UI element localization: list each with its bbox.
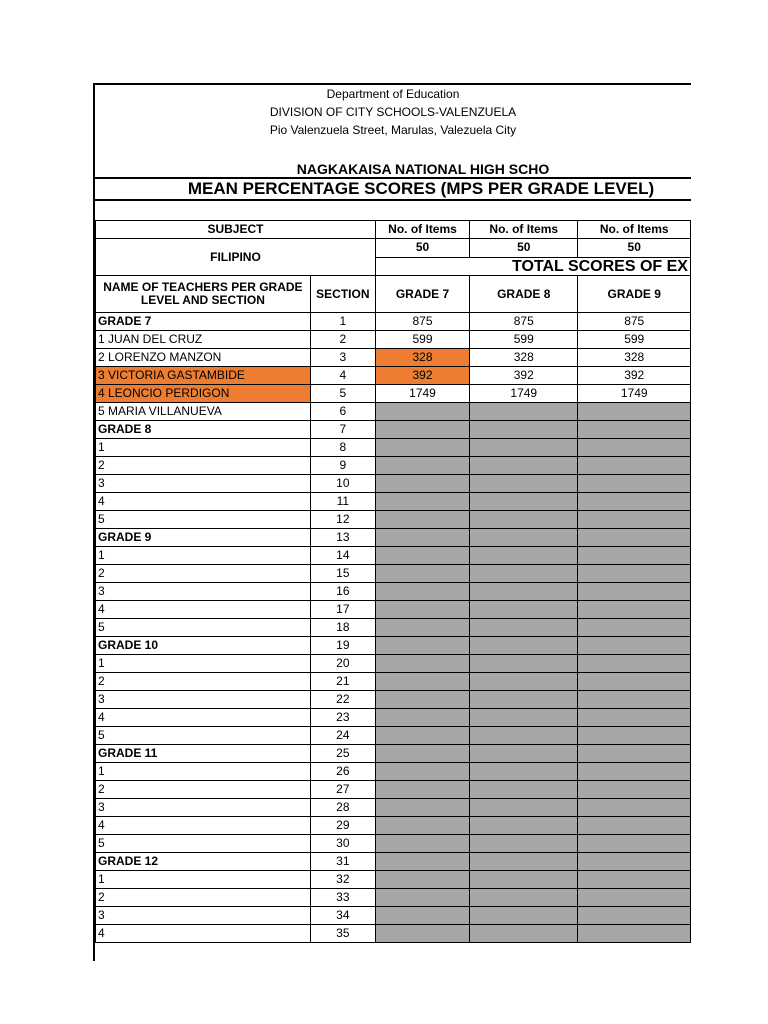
grade9-score-cell[interactable] — [578, 529, 691, 547]
grade7-score-cell[interactable] — [375, 853, 469, 871]
grade9-score-cell[interactable] — [578, 871, 691, 889]
grade9-score-cell[interactable] — [578, 709, 691, 727]
grade8-score-cell[interactable]: 392 — [470, 367, 578, 385]
grade7-score-cell[interactable] — [375, 403, 469, 421]
table-row[interactable] — [96, 817, 691, 835]
address-line: Pio Valenzuela Street, Marulas, Valezuela City — [269, 123, 517, 137]
grade8-score-cell[interactable] — [470, 403, 578, 421]
grade8-score-cell[interactable] — [470, 925, 578, 943]
spreadsheet-sheet — [93, 83, 691, 961]
grade8-score-cell[interactable] — [470, 601, 578, 619]
grade9-score-cell[interactable] — [578, 637, 691, 655]
teacher-name-cell[interactable]: GRADE 10 — [96, 637, 311, 655]
grade7-score-cell[interactable] — [375, 511, 469, 529]
section-cell[interactable]: 9 — [310, 457, 375, 475]
teacher-name-cell[interactable]: 5 MARIA VILLANUEVA — [96, 403, 311, 421]
table-row[interactable] — [96, 655, 691, 673]
grade7-score-cell[interactable] — [375, 817, 469, 835]
teacher-name-cell[interactable]: 2 — [96, 673, 311, 691]
grade9-score-cell[interactable]: 1749 — [578, 385, 691, 403]
grade8-score-cell[interactable] — [470, 583, 578, 601]
grade9-score-cell[interactable]: 328 — [578, 349, 691, 367]
teacher-name-cell[interactable]: 3 — [96, 475, 311, 493]
grade7-score-cell[interactable] — [375, 799, 469, 817]
teacher-name-cell[interactable]: GRADE 11 — [96, 745, 311, 763]
grade8-score-cell[interactable] — [470, 421, 578, 439]
grade7-score-cell[interactable] — [375, 655, 469, 673]
division-line: DIVISION OF CITY SCHOOLS-VALENZUELA — [269, 105, 517, 119]
grade8-score-cell[interactable]: 328 — [470, 349, 578, 367]
section-column-header: SECTION — [310, 276, 375, 313]
grade8-score-cell[interactable] — [470, 673, 578, 691]
section-cell[interactable]: 33 — [310, 889, 375, 907]
table-row[interactable] — [96, 745, 691, 763]
section-cell[interactable]: 15 — [310, 565, 375, 583]
grade8-score-cell[interactable] — [470, 439, 578, 457]
grade8-column-header: GRADE 8 — [470, 276, 578, 313]
table-row[interactable] — [96, 763, 691, 781]
section-cell[interactable]: 8 — [310, 439, 375, 457]
grade9-score-cell[interactable] — [578, 421, 691, 439]
grade7-score-cell[interactable] — [375, 619, 469, 637]
grade7-score-cell[interactable] — [375, 529, 469, 547]
grade7-score-cell[interactable] — [375, 709, 469, 727]
section-cell[interactable]: 10 — [310, 475, 375, 493]
section-cell[interactable]: 32 — [310, 871, 375, 889]
teacher-name-cell[interactable]: GRADE 7 — [96, 313, 311, 331]
grade8-score-cell[interactable] — [470, 781, 578, 799]
table-row[interactable] — [96, 367, 691, 385]
grade8-score-cell[interactable] — [470, 547, 578, 565]
table-row[interactable] — [96, 835, 691, 853]
subject-value: FILIPINO — [96, 239, 376, 276]
grade9-score-cell[interactable] — [578, 511, 691, 529]
table-row[interactable] — [96, 781, 691, 799]
teacher-name-cell[interactable]: 5 — [96, 835, 311, 853]
section-cell[interactable]: 4 — [310, 367, 375, 385]
grade9-score-cell[interactable] — [578, 439, 691, 457]
grade8-score-cell[interactable] — [470, 457, 578, 475]
grade8-score-cell[interactable] — [470, 907, 578, 925]
grade7-score-cell[interactable] — [375, 727, 469, 745]
grade8-score-cell[interactable] — [470, 619, 578, 637]
section-cell[interactable]: 34 — [310, 907, 375, 925]
grade9-score-cell[interactable]: 599 — [578, 331, 691, 349]
grade8-score-cell[interactable] — [470, 835, 578, 853]
table-row[interactable] — [96, 511, 691, 529]
table-row[interactable] — [96, 529, 691, 547]
section-cell[interactable]: 3 — [310, 349, 375, 367]
teacher-name-cell[interactable]: 3 VICTORIA GASTAMBIDE — [96, 367, 311, 385]
section-cell[interactable]: 35 — [310, 925, 375, 943]
grade8-score-cell[interactable] — [470, 493, 578, 511]
grade9-score-cell[interactable] — [578, 907, 691, 925]
section-cell[interactable]: 25 — [310, 745, 375, 763]
grade7-score-cell[interactable]: 392 — [375, 367, 469, 385]
items-value: 50 — [578, 239, 691, 258]
grade7-column-header: GRADE 7 — [375, 276, 469, 313]
teacher-name-cell[interactable]: 3 — [96, 691, 311, 709]
grade7-score-cell[interactable]: 599 — [375, 331, 469, 349]
grade8-score-cell[interactable] — [470, 655, 578, 673]
grade7-score-cell[interactable] — [375, 637, 469, 655]
grade9-score-cell[interactable] — [578, 853, 691, 871]
department-line: Department of Education — [326, 87, 460, 101]
teacher-column-header: NAME OF TEACHERS PER GRADE LEVEL AND SECTION — [96, 276, 311, 313]
teacher-name-cell[interactable]: GRADE 8 — [96, 421, 311, 439]
grade8-score-cell[interactable] — [470, 511, 578, 529]
table-row[interactable] — [96, 457, 691, 475]
grade9-score-cell[interactable] — [578, 583, 691, 601]
grade9-score-cell[interactable] — [578, 727, 691, 745]
table-row[interactable] — [96, 349, 691, 367]
grade9-score-cell[interactable] — [578, 691, 691, 709]
section-cell[interactable]: 16 — [310, 583, 375, 601]
grade8-score-cell[interactable] — [470, 529, 578, 547]
grade8-score-cell[interactable] — [470, 691, 578, 709]
teacher-name-cell[interactable]: 2 — [96, 781, 311, 799]
section-cell[interactable]: 13 — [310, 529, 375, 547]
teacher-name-cell[interactable]: 4 — [96, 709, 311, 727]
table-row[interactable] — [96, 583, 691, 601]
subject-label: SUBJECT — [96, 221, 376, 239]
grade7-score-cell[interactable] — [375, 871, 469, 889]
grade7-score-cell[interactable] — [375, 763, 469, 781]
section-cell[interactable]: 5 — [310, 385, 375, 403]
grade7-score-cell[interactable] — [375, 925, 469, 943]
teacher-name-cell[interactable]: 1 — [96, 547, 311, 565]
grade7-score-cell[interactable] — [375, 547, 469, 565]
section-cell[interactable]: 27 — [310, 781, 375, 799]
items-label: No. of Items — [375, 221, 469, 239]
table-row[interactable] — [96, 439, 691, 457]
table-row[interactable] — [96, 799, 691, 817]
section-cell[interactable]: 26 — [310, 763, 375, 781]
table-row[interactable] — [96, 619, 691, 637]
table-row[interactable] — [96, 331, 691, 349]
teacher-name-cell[interactable]: 2 — [96, 457, 311, 475]
table-row[interactable] — [96, 889, 691, 907]
table-row[interactable] — [96, 565, 691, 583]
table-row[interactable] — [96, 421, 691, 439]
grade7-score-cell[interactable] — [375, 781, 469, 799]
grade7-score-cell[interactable] — [375, 493, 469, 511]
grade8-score-cell[interactable] — [470, 745, 578, 763]
table-row[interactable] — [96, 727, 691, 745]
grade7-score-cell[interactable] — [375, 907, 469, 925]
header-row — [96, 221, 691, 239]
table-row[interactable] — [96, 313, 691, 331]
grade7-score-cell[interactable] — [375, 691, 469, 709]
section-cell[interactable]: 23 — [310, 709, 375, 727]
teacher-name-cell[interactable]: 1 — [96, 439, 311, 457]
grade9-column-header: GRADE 9 — [578, 276, 691, 313]
section-cell[interactable]: 7 — [310, 421, 375, 439]
grade8-score-cell[interactable]: 875 — [470, 313, 578, 331]
table-row[interactable] — [96, 601, 691, 619]
teacher-name-cell[interactable]: 1 JUAN DEL CRUZ — [96, 331, 311, 349]
section-cell[interactable]: 22 — [310, 691, 375, 709]
teacher-name-cell[interactable]: 1 — [96, 763, 311, 781]
grade9-score-cell[interactable] — [578, 403, 691, 421]
section-cell[interactable]: 20 — [310, 655, 375, 673]
table-row[interactable] — [96, 637, 691, 655]
grade8-score-cell[interactable]: 1749 — [470, 385, 578, 403]
section-cell[interactable]: 31 — [310, 853, 375, 871]
grade8-score-cell[interactable] — [470, 817, 578, 835]
teacher-name-cell[interactable]: 1 — [96, 871, 311, 889]
section-cell[interactable]: 12 — [310, 511, 375, 529]
table-row[interactable] — [96, 709, 691, 727]
grade7-score-cell[interactable] — [375, 439, 469, 457]
grade9-score-cell[interactable]: 392 — [578, 367, 691, 385]
grade9-score-cell[interactable] — [578, 493, 691, 511]
grade7-score-cell[interactable]: 1749 — [375, 385, 469, 403]
grade7-score-cell[interactable] — [375, 601, 469, 619]
grade7-score-cell[interactable] — [375, 421, 469, 439]
section-cell[interactable]: 19 — [310, 637, 375, 655]
grade7-score-cell[interactable] — [375, 673, 469, 691]
grade9-score-cell[interactable] — [578, 475, 691, 493]
grade8-score-cell[interactable] — [470, 475, 578, 493]
grade9-score-cell[interactable] — [578, 817, 691, 835]
section-cell[interactable]: 2 — [310, 331, 375, 349]
grade8-score-cell[interactable] — [470, 871, 578, 889]
table-row[interactable] — [96, 673, 691, 691]
table-row[interactable] — [96, 925, 691, 943]
grade7-score-cell[interactable] — [375, 475, 469, 493]
table-row[interactable] — [96, 853, 691, 871]
grade8-score-cell[interactable]: 599 — [470, 331, 578, 349]
section-cell[interactable]: 29 — [310, 817, 375, 835]
grade9-score-cell[interactable] — [578, 547, 691, 565]
section-cell[interactable]: 30 — [310, 835, 375, 853]
grade7-score-cell[interactable] — [375, 745, 469, 763]
grade7-score-cell[interactable] — [375, 457, 469, 475]
teacher-name-cell[interactable]: 4 — [96, 817, 311, 835]
grade7-score-cell[interactable] — [375, 583, 469, 601]
teacher-name-cell[interactable]: 1 — [96, 655, 311, 673]
school-name: NAGKAKAISA NATIONAL HIGH SCHO — [296, 161, 550, 177]
grade8-score-cell[interactable] — [470, 889, 578, 907]
teacher-name-cell[interactable]: GRADE 9 — [96, 529, 311, 547]
teacher-name-cell[interactable]: 5 — [96, 619, 311, 637]
teacher-name-cell[interactable]: 2 LORENZO MANZON — [96, 349, 311, 367]
grade7-score-cell[interactable] — [375, 835, 469, 853]
grade9-score-cell[interactable] — [578, 781, 691, 799]
items-label: No. of Items — [578, 221, 691, 239]
grade7-score-cell[interactable]: 875 — [375, 313, 469, 331]
grade9-score-cell[interactable] — [578, 889, 691, 907]
teacher-name-cell[interactable]: 4 — [96, 925, 311, 943]
grade9-score-cell[interactable] — [578, 601, 691, 619]
total-scores-label: TOTAL SCORES OF EX — [375, 257, 690, 276]
grade8-score-cell[interactable] — [470, 727, 578, 745]
items-label: No. of Items — [470, 221, 578, 239]
grade9-score-cell[interactable] — [578, 799, 691, 817]
grade8-score-cell[interactable] — [470, 709, 578, 727]
teacher-name-cell[interactable]: 5 — [96, 511, 311, 529]
header-row — [96, 276, 691, 313]
grade9-score-cell[interactable] — [578, 673, 691, 691]
grade8-score-cell[interactable] — [470, 853, 578, 871]
divider — [95, 199, 691, 201]
grade7-score-cell[interactable] — [375, 565, 469, 583]
items-value: 50 — [375, 239, 469, 258]
grade8-score-cell[interactable] — [470, 799, 578, 817]
teacher-name-cell[interactable]: 2 — [96, 565, 311, 583]
teacher-name-cell[interactable]: 5 — [96, 727, 311, 745]
report-title: MEAN PERCENTAGE SCORES (MPS PER GRADE LEVEL) — [187, 179, 655, 198]
section-cell[interactable]: 1 — [310, 313, 375, 331]
grade9-score-cell[interactable] — [578, 565, 691, 583]
grade9-score-cell[interactable] — [578, 457, 691, 475]
grade9-score-cell[interactable] — [578, 655, 691, 673]
section-cell[interactable]: 11 — [310, 493, 375, 511]
grade9-score-cell[interactable] — [578, 925, 691, 943]
table-row[interactable] — [96, 547, 691, 565]
grade8-score-cell[interactable] — [470, 763, 578, 781]
section-cell[interactable]: 6 — [310, 403, 375, 421]
section-cell[interactable]: 17 — [310, 601, 375, 619]
section-cell[interactable]: 18 — [310, 619, 375, 637]
table-row[interactable] — [96, 385, 691, 403]
grade9-score-cell[interactable] — [578, 763, 691, 781]
grade9-score-cell[interactable] — [578, 835, 691, 853]
table-row[interactable] — [96, 907, 691, 925]
table-row[interactable] — [96, 475, 691, 493]
items-value: 50 — [470, 239, 578, 258]
teacher-name-cell[interactable]: 4 — [96, 601, 311, 619]
grade9-score-cell[interactable]: 875 — [578, 313, 691, 331]
table-row[interactable] — [96, 493, 691, 511]
table-row[interactable] — [96, 691, 691, 709]
teacher-name-cell[interactable]: 4 — [96, 493, 311, 511]
grade7-score-cell[interactable] — [375, 889, 469, 907]
teacher-name-cell[interactable]: GRADE 12 — [96, 853, 311, 871]
grade9-score-cell[interactable] — [578, 619, 691, 637]
scores-table — [95, 220, 691, 943]
teacher-name-cell[interactable]: 3 — [96, 907, 311, 925]
section-cell[interactable]: 21 — [310, 673, 375, 691]
grade7-score-cell[interactable]: 328 — [375, 349, 469, 367]
grade9-score-cell[interactable] — [578, 745, 691, 763]
section-cell[interactable]: 28 — [310, 799, 375, 817]
header-row — [96, 239, 691, 258]
table-row[interactable] — [96, 403, 691, 421]
grade8-score-cell[interactable] — [470, 637, 578, 655]
section-cell[interactable]: 24 — [310, 727, 375, 745]
teacher-name-cell[interactable]: 3 — [96, 583, 311, 601]
teacher-name-cell[interactable]: 3 — [96, 799, 311, 817]
teacher-name-cell[interactable]: 2 — [96, 889, 311, 907]
teacher-name-cell[interactable]: 4 LEONCIO PERDIGON — [96, 385, 311, 403]
table-row[interactable] — [96, 871, 691, 889]
grade8-score-cell[interactable] — [470, 565, 578, 583]
section-cell[interactable]: 14 — [310, 547, 375, 565]
